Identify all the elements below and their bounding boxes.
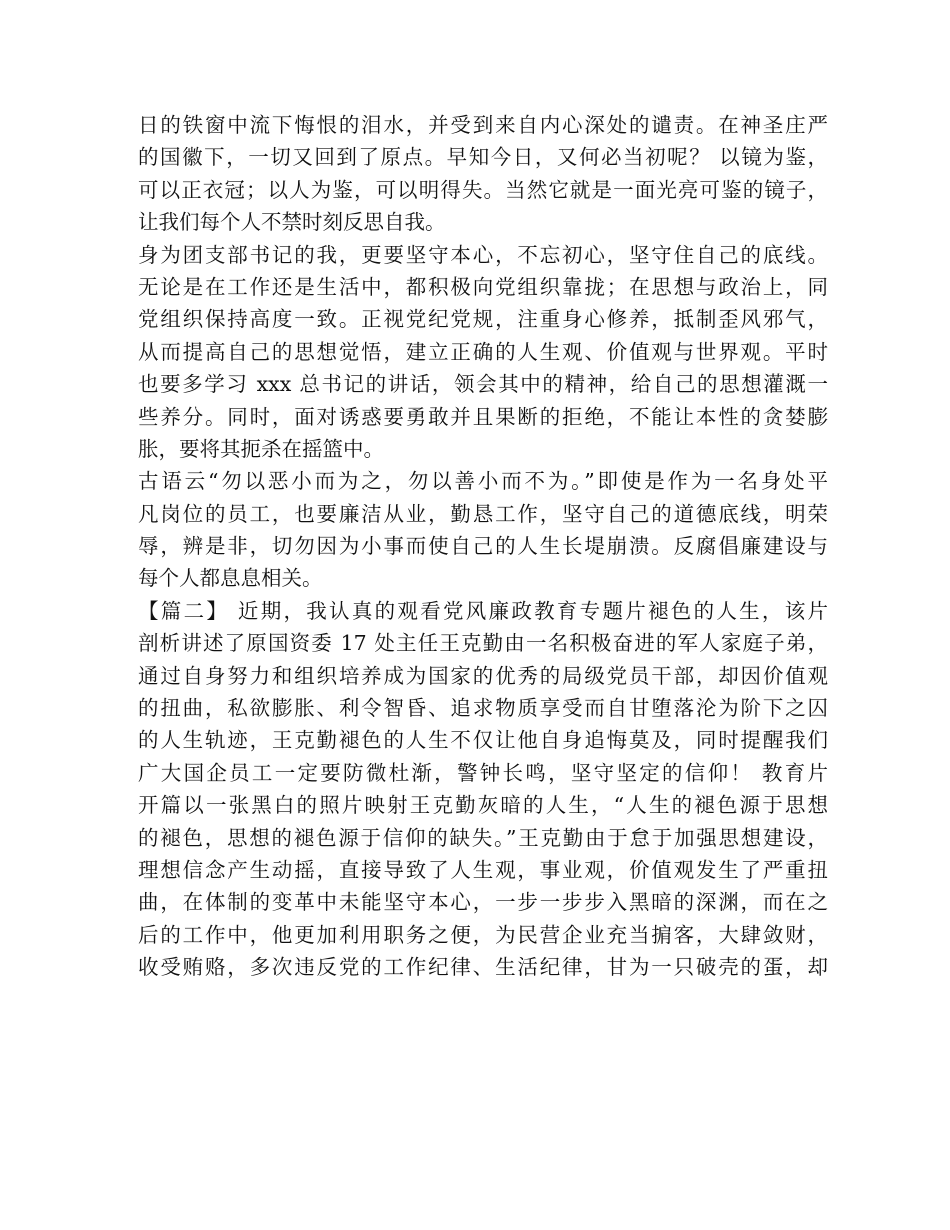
body-text: [138, 109, 828, 984]
text-line: 理想信念产生动摇，直接导致了人生观，事业观，价值观发生了严重扭: [138, 857, 828, 882]
text-line: 的褪色，思想的褪色源于信仰的缺失。”王克勤由于怠于加强思想建设，: [138, 825, 828, 850]
text-line: 从而提高自己的思想觉悟，建立正确的人生观、价值观与世界观。平时: [138, 339, 828, 364]
text-line: 通过自身努力和组织培养成为国家的优秀的局级党员干部，却因价值观: [138, 663, 828, 688]
text-line: 后的工作中，他更加利用职务之便，为民营企业充当掮客，大肆敛财，: [138, 922, 828, 947]
text-line: 收受贿赂，多次违反党的工作纪律、生活纪律，甘为一只破壳的蛋，却: [138, 955, 828, 980]
text-line: 可以正衣冠；以人为鉴，可以明得失。当然它就是一面光亮可鉴的镜子，: [138, 177, 828, 202]
text-line: 些养分。同时，面对诱惑要勇敢并且果断的拒绝，不能让本性的贪婪膨: [138, 404, 828, 429]
text-line: 让我们每个人不禁时刻反思自我。: [138, 210, 446, 235]
text-line: 身为团支部书记的我，更要坚守本心，不忘初心，坚守住自己的底线。: [138, 242, 828, 267]
text-line: 胀，要将其扼杀在摇篮中。: [138, 436, 384, 461]
text-line: 的人生轨迹，王克勤褪色的人生不仅让他自身追悔莫及，同时提醒我们: [138, 728, 828, 753]
text-line: 凡岗位的员工，也要廉洁从业，勤恳工作，坚守自己的道德底线，明荣: [138, 501, 828, 526]
text-line: 剖析讲述了原国资委 17 处主任王克勤由一名积极奋进的军人家庭子弟，: [138, 631, 828, 656]
text-line: 【篇二】 近期，我认真的观看党风廉政教育专题片褪色的人生，该片: [138, 598, 828, 623]
text-line: 党组织保持高度一致。正视党纪党规，注重身心修养，抵制歪风邪气，: [138, 307, 828, 332]
text-line: 的国徽下，一切又回到了原点。早知今日，又何必当初呢？ 以镜为鉴，: [138, 145, 828, 170]
text-line: 辱，辨是非，切勿因为小事而使自己的人生长堤崩溃。反腐倡廉建设与: [138, 534, 828, 559]
text-line: 也要多学习 xxx 总书记的讲话，领会其中的精神，给自己的思想灌溉一: [138, 372, 828, 397]
text-line: 无论是在工作还是生活中，都积极向党组织靠拢；在思想与政治上，同: [138, 274, 828, 299]
text-line: 曲，在体制的变革中未能坚守本心，一步一步步入黑暗的深渊，而在之: [138, 890, 828, 915]
text-line: 开篇以一张黑白的照片映射王克勤灰暗的人生，“人生的褪色源于思想: [138, 793, 828, 818]
text-line: 日的铁窗中流下悔恨的泪水，并受到来自内心深处的谴责。在神圣庄严: [138, 113, 828, 137]
text-line: 每个人都息息相关。: [138, 566, 323, 591]
text-line: 古语云“勿以恶小而为之，勿以善小而不为。”即使是作为一名身处平: [138, 469, 828, 494]
text-line: 的扭曲，私欲膨胀、利令智昏、追求物质享受而自甘堕落沦为阶下之囚: [138, 696, 828, 721]
text-line: 广大国企员工一定要防微杜渐，警钟长鸣，坚守坚定的信仰！ 教育片: [138, 760, 828, 785]
